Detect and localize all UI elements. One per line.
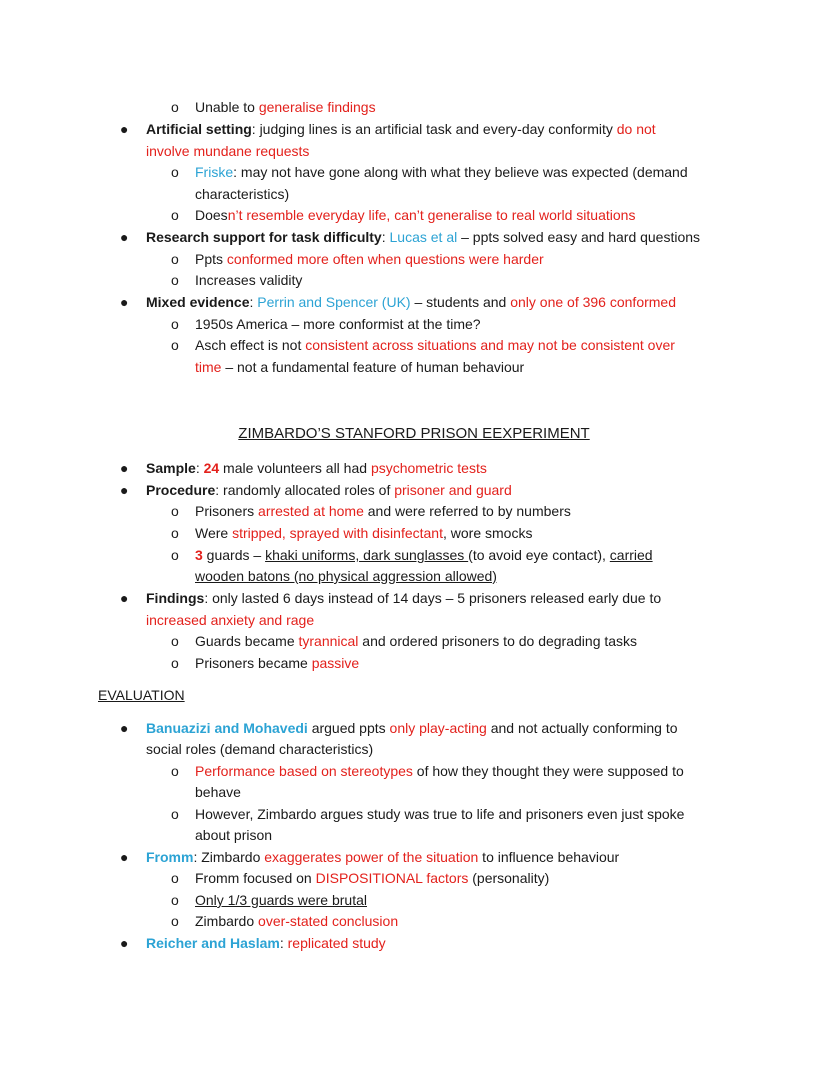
highlight-text: only one of 396 conformed [510, 294, 676, 310]
note-line [146, 227, 700, 247]
note-text: Does [195, 207, 228, 223]
hollow-bullet-icon: o [171, 633, 179, 649]
highlight-text: n’t resemble everyday life, can’t generalise to real world situations [227, 207, 636, 223]
researcher-name: Lucas et al [389, 229, 458, 245]
note-line [146, 292, 676, 312]
note-text: (personality) [468, 870, 550, 886]
note-text: and ordered prisoners to do degrading tasks [358, 633, 638, 649]
note-text: , wore smocks [442, 525, 533, 541]
note-text: Prisoners became [195, 655, 312, 671]
note-line [195, 825, 272, 845]
note-text: : only lasted 6 days instead of 14 days – 5 prisoners released early due to [204, 590, 662, 606]
underlined-text: carried [609, 547, 653, 563]
note-line [195, 545, 653, 565]
highlight-text: involve mundane requests [146, 143, 310, 159]
note-text: Fromm focused on [195, 870, 316, 886]
hollow-bullet-icon: o [171, 763, 179, 779]
bold-heading: Artificial setting [146, 121, 252, 137]
highlight-number: 24 [203, 460, 220, 476]
note-text: : randomly allocated roles of [215, 482, 395, 498]
note-line [146, 847, 619, 867]
evaluation-heading: EVALUATION [98, 687, 185, 703]
note-text: – ppts solved easy and hard questions [457, 229, 701, 245]
note-text: : [249, 294, 258, 310]
note-line [146, 933, 386, 953]
highlight-text: increased anxiety and rage [146, 612, 315, 628]
underlined-text: Only 1/3 guards were brutal [195, 892, 367, 908]
researcher-name: Perrin and Spencer (UK) [257, 294, 411, 310]
note-text: : may not have gone along with what they believe was expected (demand [233, 164, 688, 180]
highlight-text: prisoner and guard [394, 482, 512, 498]
note-text: behave [195, 784, 241, 800]
note-line [195, 162, 688, 182]
note-text: : [195, 460, 204, 476]
hollow-bullet-icon: o [171, 251, 179, 267]
section-title: ZIMBARDO’S STANFORD PRISON EEXPERIMENT [238, 425, 590, 442]
highlight-text: tyrannical [298, 633, 359, 649]
highlight-text: exaggerates power of the situation [264, 849, 479, 865]
note-line [146, 141, 309, 161]
note-text: (to avoid eye contact), [468, 547, 610, 563]
note-line [195, 868, 549, 888]
highlight-text: do not [616, 121, 656, 137]
hollow-bullet-icon: o [171, 892, 179, 908]
note-text: and were referred to by numbers [363, 503, 571, 519]
note-text: male volunteers all had [219, 460, 371, 476]
note-line [195, 523, 532, 543]
hollow-bullet-icon: o [171, 806, 179, 822]
highlight-text: replicated study [287, 935, 386, 951]
note-text: Unable to [195, 99, 259, 115]
bullet-icon: ● [120, 590, 129, 606]
researcher-name: Friske [195, 164, 234, 180]
highlight-text: time [195, 359, 222, 375]
note-text: about prison [195, 827, 273, 843]
hollow-bullet-icon: o [171, 316, 179, 332]
note-text: However, Zimbardo argues study was true to life and prisoners even just spoke [195, 806, 685, 822]
bullet-icon: ● [120, 720, 129, 736]
note-line [195, 566, 497, 586]
note-line [195, 501, 571, 521]
note-line [195, 631, 637, 651]
underlined-text: wooden batons (no physical aggression allowed) [195, 568, 497, 584]
note-text: argued ppts [307, 720, 390, 736]
note-text: and not actually conforming to [486, 720, 678, 736]
researcher-name: Fromm [146, 849, 194, 865]
researcher-name: Banuazizi and Mohavedi [146, 720, 308, 736]
hollow-bullet-icon: o [171, 547, 179, 563]
bullet-icon: ● [120, 460, 129, 476]
highlight-text: consistent across situations and may not be consistent over [305, 337, 675, 353]
note-text: Increases validity [195, 272, 303, 288]
note-text: of how they thought they were supposed to [412, 763, 684, 779]
highlight-text: conformed more often when questions were harder [226, 251, 544, 267]
note-text: social roles (demand characteristics) [146, 741, 374, 757]
note-line [195, 184, 289, 204]
bold-heading: Sample [146, 460, 196, 476]
note-line [195, 911, 398, 931]
highlight-text: arrested at home [258, 503, 364, 519]
note-text: 1950s America – more conformist at the time? [195, 316, 481, 332]
bold-heading: Findings [146, 590, 205, 606]
highlight-text: only play-acting [389, 720, 487, 736]
bold-heading: Procedure [146, 482, 216, 498]
note-line [195, 782, 241, 802]
highlight-text: psychometric tests [370, 460, 487, 476]
note-text: guards – [202, 547, 266, 563]
note-line [146, 119, 656, 139]
note-text: to influence behaviour [478, 849, 620, 865]
note-line [146, 588, 661, 608]
hollow-bullet-icon: o [171, 337, 179, 353]
bullet-icon: ● [120, 229, 129, 245]
note-line [195, 804, 684, 824]
note-line [195, 314, 481, 334]
highlight-text: DISPOSITIONAL factors [315, 870, 469, 886]
note-line [146, 458, 487, 478]
note-line [195, 97, 376, 117]
note-line [195, 270, 302, 290]
note-line [146, 610, 314, 630]
bold-heading: Mixed evidence [146, 294, 250, 310]
note-text: Asch effect is not [195, 337, 306, 353]
note-line [195, 249, 544, 269]
note-line [195, 357, 524, 377]
note-line [195, 890, 367, 910]
highlight-text: passive [311, 655, 360, 671]
note-text: : [381, 229, 390, 245]
note-text: characteristics) [195, 186, 290, 202]
highlight-number: 3 [195, 547, 203, 563]
note-text: Guards became [195, 633, 299, 649]
hollow-bullet-icon: o [171, 207, 179, 223]
hollow-bullet-icon: o [171, 99, 179, 115]
highlight-text: over-stated conclusion [258, 913, 399, 929]
note-text: Were [195, 525, 233, 541]
bullet-icon: ● [120, 482, 129, 498]
bullet-icon: ● [120, 121, 129, 137]
highlight-text: stripped, sprayed with disinfectant [232, 525, 443, 541]
note-line [195, 653, 359, 673]
note-text: : judging lines is an artificial task and every-day conformity [251, 121, 617, 137]
hollow-bullet-icon: o [171, 913, 179, 929]
note-text: Zimbardo [195, 913, 259, 929]
hollow-bullet-icon: o [171, 503, 179, 519]
hollow-bullet-icon: o [171, 655, 179, 671]
researcher-name: Reicher and Haslam [146, 935, 280, 951]
note-line [195, 205, 635, 225]
note-text: : Zimbardo [193, 849, 265, 865]
note-text: Prisoners [195, 503, 259, 519]
hollow-bullet-icon: o [171, 870, 179, 886]
highlight-text: generalise findings [258, 99, 376, 115]
note-line [146, 739, 373, 759]
bullet-icon: ● [120, 935, 129, 951]
note-line [146, 718, 678, 738]
note-line [195, 335, 675, 355]
highlight-text: Performance based on stereotypes [195, 763, 413, 779]
underlined-text: khaki uniforms, dark sunglasses [265, 547, 469, 563]
hollow-bullet-icon: o [171, 525, 179, 541]
note-text: Ppts [195, 251, 227, 267]
note-text: – students and [410, 294, 511, 310]
bullet-icon: ● [120, 294, 129, 310]
hollow-bullet-icon: o [171, 164, 179, 180]
note-text: : [279, 935, 288, 951]
note-text: – not a fundamental feature of human behaviour [221, 359, 525, 375]
bold-heading: Research support for task difficulty [146, 229, 382, 245]
note-line [195, 761, 684, 781]
bullet-icon: ● [120, 849, 129, 865]
hollow-bullet-icon: o [171, 272, 179, 288]
note-line [146, 480, 512, 500]
